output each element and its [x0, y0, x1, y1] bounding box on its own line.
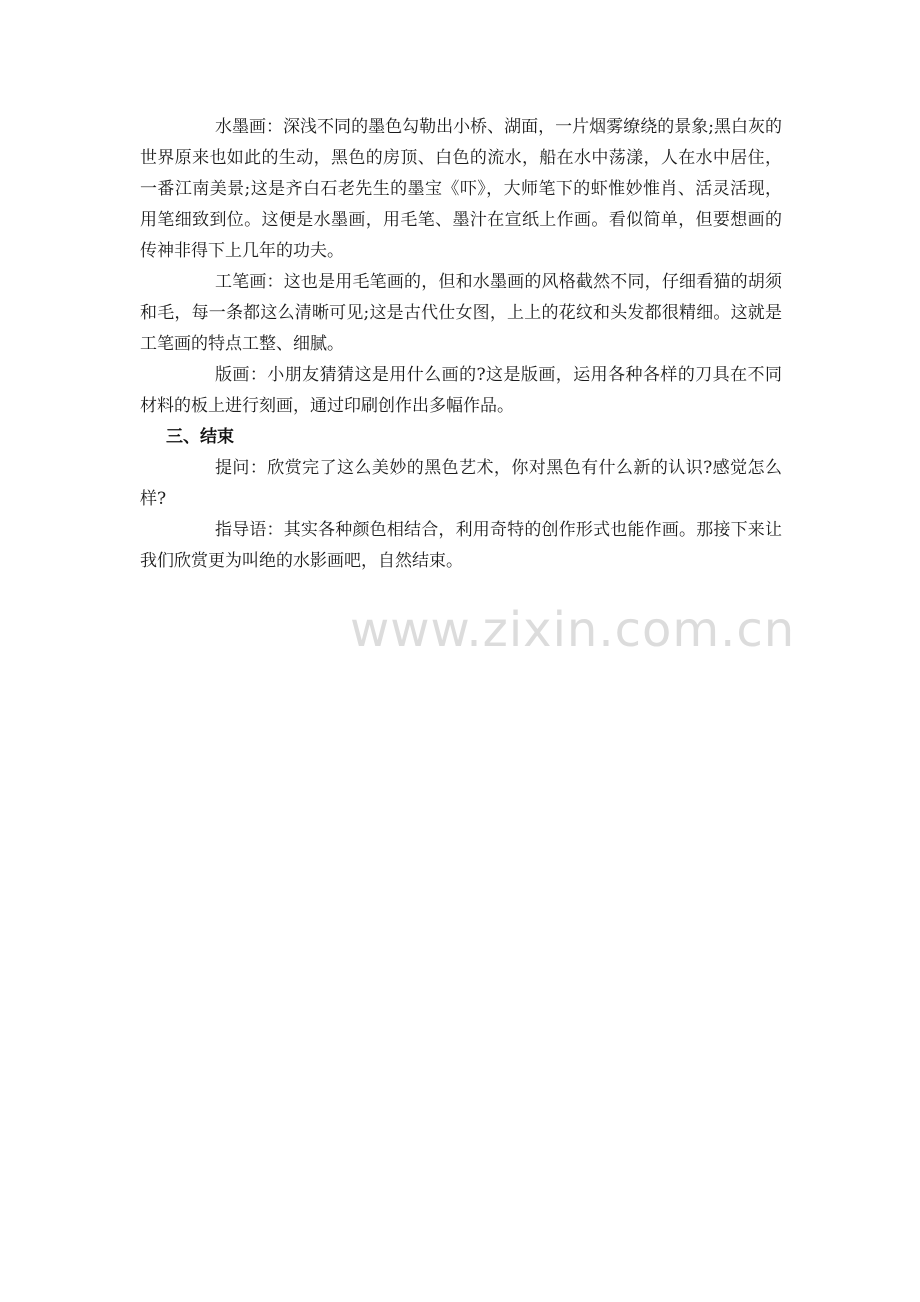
- paragraph-ink-painting: 水墨画：深浅不同的墨色勾勒出小桥、湖面，一片烟雾缭绕的景象;黑白灰的世界原来也如此的生动，黑色的房顶、白色的流水，船在水中荡漾，人在水中居住，一番江南美景;这是齐白石老先生的墨宝《吓》，大师笔下的虾惟妙惟肖、活灵活现，用笔细致到位。这便是水墨画，用毛笔、墨汁在宣纸上作画。看似简单，但要想画的传神非得下上几年的功夫。: [140, 117, 782, 261]
- section-heading: 三、结束: [166, 427, 234, 447]
- paragraph-guidance: 指导语：其实各种颜色相结合，利用奇特的创作形式也能作画。那接下来让我们欣赏更为叫绝的水影画吧，自然结束。: [140, 520, 782, 571]
- watermark: www.zixin.com.cn: [350, 602, 796, 658]
- paragraph-fine-brush-painting: 工笔画：这也是用毛笔画的，但和水墨画的风格截然不同，仔细看猫的胡须和毛，每一条都这么清晰可见;这是古代仕女图，上上的花纹和头发都很精细。这就是工笔画的特点工整、细腻。: [140, 272, 782, 354]
- paragraph-question: 提问：欣赏完了这么美妙的黑色艺术，你对黑色有什么新的认识?感觉怎么样?: [140, 458, 782, 509]
- document-body: [140, 112, 782, 577]
- paragraph-printmaking: 版画：小朋友猜猜这是用什么画的?这是版画，运用各种各样的刀具在不同材料的板上进行刻画，通过印刷创作出多幅作品。: [140, 365, 782, 416]
